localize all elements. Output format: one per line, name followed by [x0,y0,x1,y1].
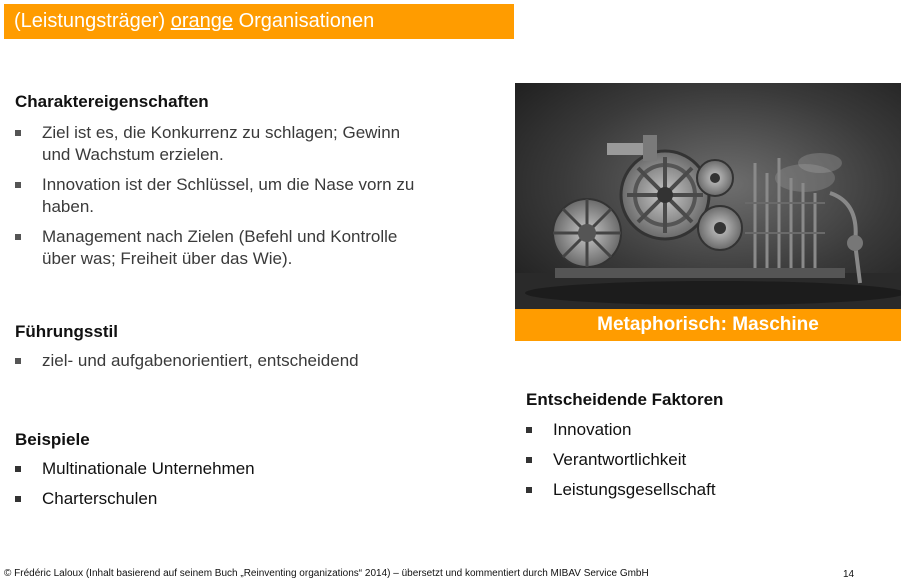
list-item: Innovation [526,419,886,441]
title-underlined: orange [170,10,234,32]
list-item: Management nach Zielen (Befehl und Kontrolle über was; Freiheit über das Wie). [15,226,415,270]
title-part1: (Leistungsträger) [14,10,171,32]
machine-illustration [515,83,901,309]
fuehrung-list [15,350,435,380]
metaphor-caption: Metaphorisch: Maschine [515,309,901,341]
list-item: Charterschulen [15,488,435,510]
charakter-heading: Charaktereigenschaften [15,92,209,111]
title-part2: Organisationen [233,10,375,32]
list-item: Leistungsgesellschaft [526,479,886,501]
footer-copyright: © Frédéric Laloux (Inhalt basierend auf seinem Buch „Reinventing organizations“ 2014) – übersetzt und kommentiert durch MIBAV Service GmbH [4,568,649,579]
fuehrung-heading: Führungsstil [15,322,118,341]
list-item: ziel- und aufgabenorientiert, entscheidend [15,350,435,372]
beispiele-heading: Beispiele [15,430,90,449]
list-item: Multinationale Unternehmen [15,458,435,480]
beispiele-list [15,458,435,518]
machine-image [515,83,901,309]
list-item: Innovation ist der Schlüssel, um die Nase vorn zu haben. [15,174,415,218]
charakter-list [15,122,415,278]
slide-title [4,4,514,39]
list-item: Ziel ist es, die Konkurrenz zu schlagen; Gewinn und Wachstum erzielen. [15,122,415,166]
list-item: Verantwortlichkeit [526,449,886,471]
faktoren-list [526,419,886,509]
faktoren-heading: Entscheidende Faktoren [526,390,724,409]
page-number: 14 [843,569,855,580]
